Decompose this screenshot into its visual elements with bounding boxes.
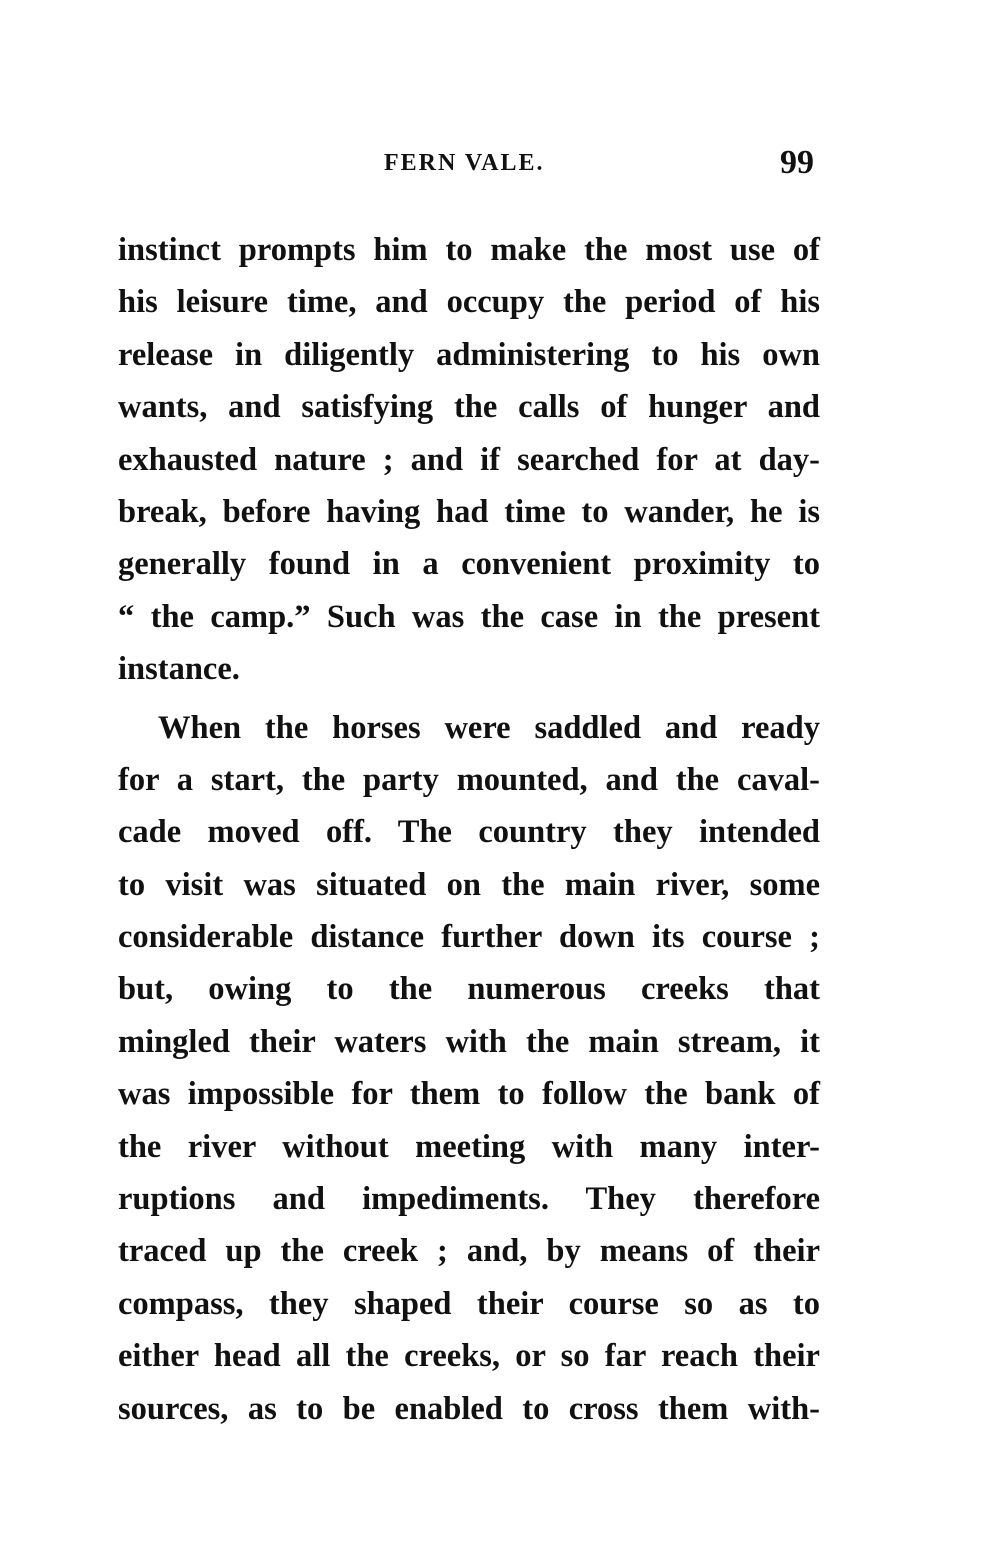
text-line: mingled their waters with the main stream, it — [118, 1023, 820, 1060]
page-number: 99 — [780, 144, 814, 181]
text-line: instance. — [118, 651, 240, 688]
text-line: either head all the creeks, or so far reach their — [118, 1338, 820, 1375]
text-line: When the horses were saddled and ready — [158, 709, 820, 746]
text-line: to visit was situated on the main river, some — [118, 866, 820, 903]
text-line: for a start, the party mounted, and the caval- — [118, 761, 820, 798]
text-line: release in diligently administering to his own — [118, 336, 820, 373]
paragraph-2 — [118, 702, 820, 1435]
text-line: cade moved off. The country they intended — [118, 814, 820, 851]
text-line: ruptions and impediments. They therefore — [118, 1181, 820, 1218]
text-line: exhausted nature ; and if searched for at day- — [118, 441, 820, 478]
running-title: FERN VALE. — [384, 150, 545, 176]
running-header — [0, 146, 1000, 186]
text-line: wants, and satisfying the calls of hunger and — [118, 389, 820, 426]
text-line: instinct prompts him to make the most use of — [118, 232, 820, 268]
body-text — [118, 224, 820, 1435]
text-line: his leisure time, and occupy the period of his — [118, 284, 820, 321]
text-line: generally found in a convenient proximity to — [118, 546, 820, 583]
text-line: sources, as to be enabled to cross them with- — [118, 1390, 820, 1427]
text-line: the river without meeting with many inter- — [118, 1128, 820, 1165]
paragraph-1 — [118, 224, 820, 696]
text-line: was impossible for them to follow the bank of — [118, 1076, 820, 1113]
text-line: traced up the creek ; and, by means of their — [118, 1233, 820, 1270]
text-line: break, before having had time to wander, he is — [118, 493, 820, 530]
text-line: but, owing to the numerous creeks that — [118, 971, 820, 1008]
text-line: considerable distance further down its course ; — [118, 919, 820, 956]
text-line: compass, they shaped their course so as to — [118, 1285, 820, 1322]
text-line: “ the camp.” Such was the case in the present — [118, 598, 820, 635]
